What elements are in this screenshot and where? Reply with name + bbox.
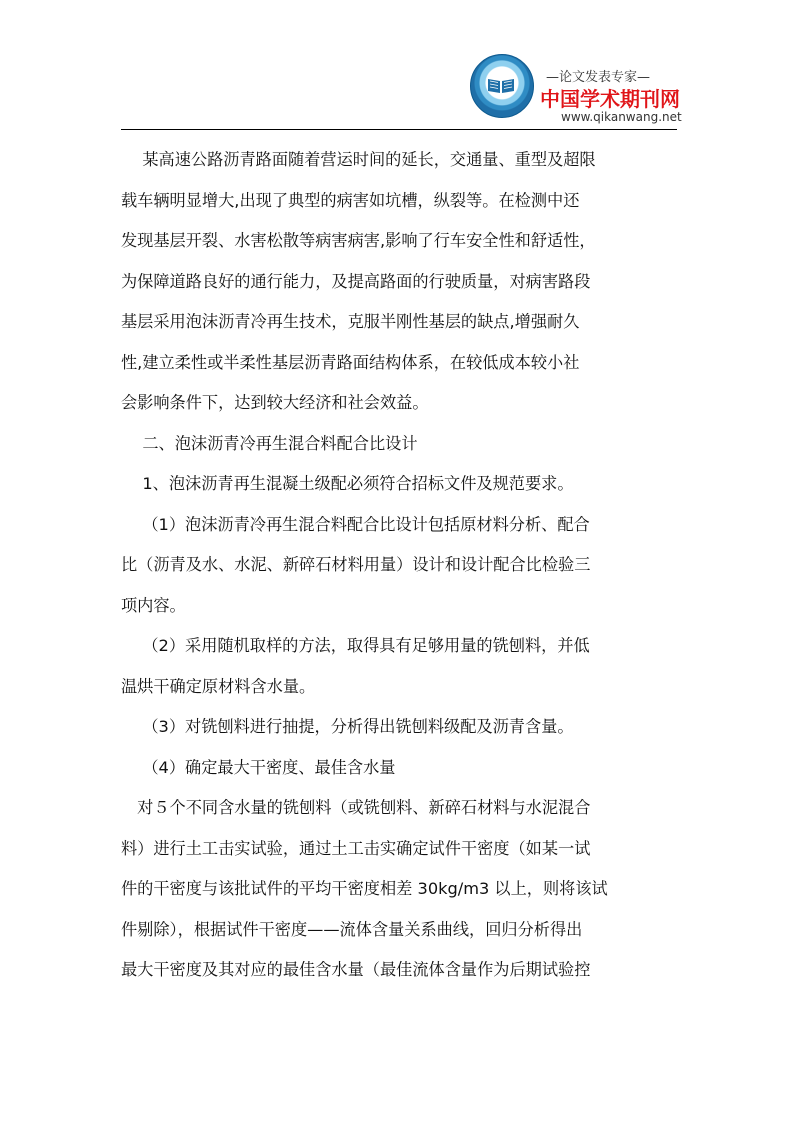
logo-domain: www.qikanwang.net bbox=[561, 110, 682, 124]
text-line: 为保障道路良好的通行能力，及提高路面的行驶质量，对病害路段 bbox=[121, 271, 591, 291]
header-divider bbox=[121, 129, 677, 130]
logo-slogan: —论文发表专家— bbox=[546, 70, 651, 85]
text-line: 基层采用泡沫沥青冷再生技术，克服半刚性基层的缺点,增强耐久 bbox=[121, 312, 580, 331]
text-line: 项内容。 bbox=[121, 595, 186, 615]
text-line: （1）泡沫沥青冷再生混合料配合比设计包括原材料分析、配合 bbox=[121, 514, 590, 534]
text-line: （2）采用随机取样的方法，取得具有足够用量的铣刨料，并低 bbox=[121, 636, 590, 655]
text-line: 发现基层开裂、水害松散等病害病害,影响了行车安全性和舒适性， bbox=[121, 231, 596, 250]
logo-brand: 中国学术期刊网 bbox=[540, 87, 680, 111]
section-heading: 二、泡沫沥青冷再生混合料配合比设计 bbox=[121, 433, 418, 453]
document-body bbox=[121, 140, 677, 991]
page-header bbox=[0, 0, 794, 130]
text-line: 1、泡沫沥青再生混凝土级配必须符合招标文件及规范要求。 bbox=[121, 474, 574, 493]
text-line: 最大干密度及其对应的最佳含水量（最佳流体含量作为后期试验控 bbox=[121, 960, 591, 979]
text-line: 载车辆明显增大,出现了典型的病害如坑槽，纵裂等。在检测中还 bbox=[121, 190, 580, 210]
text-line: 件的干密度与该批试件的平均干密度相差 30kg/m3 以上，则将该试 bbox=[121, 879, 608, 898]
text-line: 性,建立柔性或半柔性基层沥青路面结构体系，在较低成本较小社 bbox=[121, 352, 580, 372]
text-line: 料）进行土工击实试验，通过土工击实确定试件干密度（如某一试 bbox=[121, 838, 591, 858]
text-line: 某高速公路沥青路面随着营运时间的延长，交通量、重型及超限 bbox=[121, 150, 596, 169]
text-line: 件剔除），根据试件干密度——流体含量关系曲线，回归分析得出 bbox=[121, 919, 583, 939]
text-line: 温烘干确定原材料含水量。 bbox=[121, 676, 316, 696]
text-line: （3）对铣刨料进行抽提，分析得出铣刨料级配及沥青含量。 bbox=[121, 717, 574, 736]
text-line: 会影响条件下，达到较大经济和社会效益。 bbox=[121, 393, 429, 412]
text-line: （4）确定最大干密度、最佳含水量 bbox=[121, 757, 396, 777]
book-icon bbox=[487, 76, 515, 94]
text-line: 比（沥青及水、水泥、新碎石材料用量）设计和设计配合比检验三 bbox=[121, 555, 591, 574]
text-line: 对５个不同含水量的铣刨料（或铣刨料、新碎石材料与水泥混合 bbox=[121, 798, 591, 817]
